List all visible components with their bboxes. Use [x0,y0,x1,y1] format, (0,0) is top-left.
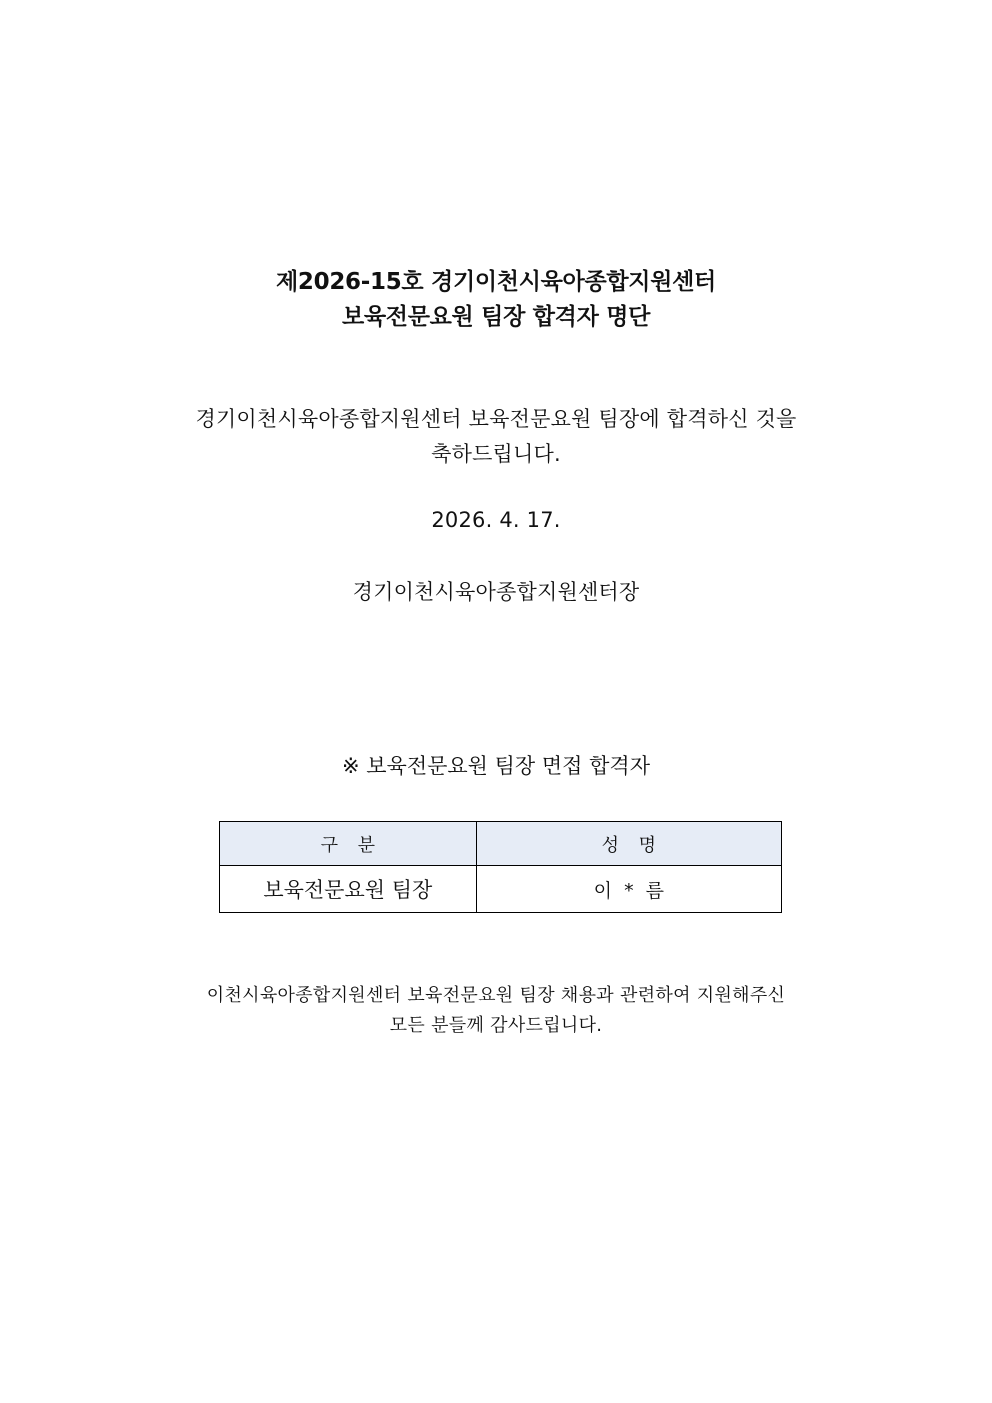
congratulations-text-line1: 경기이천시육아종합지원센터 보육전문요원 팀장에 합격하신 것을 [195,407,797,431]
document-title-line2: 보육전문요원 팀장 합격자 명단 [341,304,651,330]
congratulations-text-line2: 축하드립니다. [431,442,561,466]
table-header-name: 성 명 [476,822,781,866]
table-cell-name: 이 * 름 [476,866,781,913]
document-title-line1: 제2026-15호 경기이천시육아종합지원센터 [276,269,716,295]
table-header-row [220,822,782,866]
footer-text-line1: 이천시육아종합지원센터 보육전문요원 팀장 채용과 관련하여 지원해주신 [206,985,786,1006]
announcement-date: 2026. 4. 17. [431,508,561,532]
section-title: ※ 보육전문요원 팀장 면접 합격자 [341,754,650,778]
table-header-category: 구 분 [220,822,477,866]
table-row [220,866,782,913]
results-table [219,821,782,913]
issuer-name: 경기이천시육아종합지원센터장 [352,580,640,604]
table-cell-category: 보육전문요원 팀장 [220,866,477,913]
footer-text-line2: 모든 분들께 감사드립니다. [389,1015,603,1036]
